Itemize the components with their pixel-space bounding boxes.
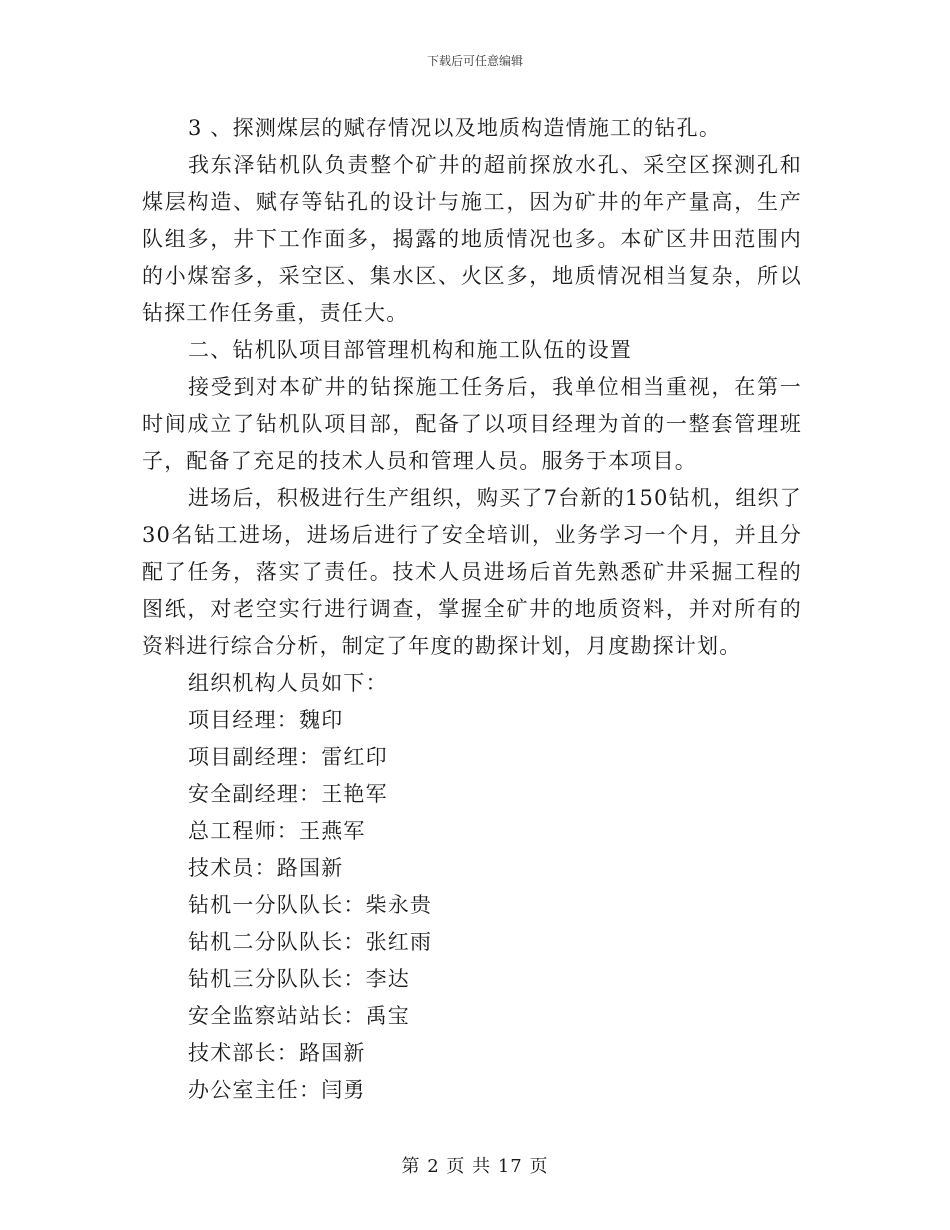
- org-list-item: 项目经理：魏印: [188, 708, 344, 732]
- org-list-item: 钻机三分队队长：李达: [188, 967, 410, 991]
- download-note: 下载后可任意编辑: [426, 54, 523, 68]
- paragraph-project-setup: 接受到对本矿井的钻探施工任务后，我单位相当重视，在第一时间成立了钻机队项目部，配备了以项目经理为首的一整套管理班子，配备了充足的技术人员和管理人员。服务于本项目。: [142, 375, 802, 473]
- org-list-item: 办公室主任：闫勇: [188, 1078, 366, 1102]
- org-list-item: 技术部长：路国新: [188, 1041, 366, 1065]
- page-number: 第 2 页 共 17 页: [401, 1156, 549, 1177]
- org-list-item: 安全副经理：王艳军: [188, 782, 388, 806]
- paragraph-item-3: 3 、探测煤层的赋存情况以及地质构造情施工的钻孔。: [188, 116, 722, 140]
- section-heading-2: 二、钻机队项目部管理机构和施工队伍的设置: [188, 338, 632, 362]
- org-list-item: 项目副经理：雷红印: [188, 745, 388, 769]
- paragraph-drilling-responsibility: 我东泽钻机队负责整个矿井的超前探放水孔、采空区探测孔和煤层构造、赋存等钻孔的设计与施工，因为矿井的年产量高，生产队组多，井下工作面多，揭露的地质情况也多。本矿区井田范围内的小煤窑多，采空区、集水区、火区多，地质情况相当复杂，所以钻探工作任务重，责任大。: [142, 153, 802, 325]
- org-list-item: 技术员：路国新: [188, 856, 344, 880]
- org-list-item: 总工程师：王燕军: [188, 819, 366, 843]
- org-list-item: 钻机一分队队长：柴永贵: [188, 893, 433, 917]
- document-body: [142, 110, 802, 1109]
- org-intro: 组织机构人员如下：: [188, 671, 388, 695]
- org-list-item: 安全监察站站长：禹宝: [188, 1004, 410, 1028]
- paragraph-after-entry: 进场后，积极进行生产组织，购买了7台新的150钻机，组织了30名钻工进场，进场后进行了安全培训，业务学习一个月，并且分配了任务，落实了责任。技术人员进场后首先熟悉矿井采掘工程的图纸，对老空实行进行调查，掌握全矿井的地质资料，并对所有的资料进行综合分析，制定了年度的勘探计划，月度勘探计划。: [142, 486, 802, 658]
- org-list-item: 钻机二分队队长：张红雨: [188, 930, 433, 954]
